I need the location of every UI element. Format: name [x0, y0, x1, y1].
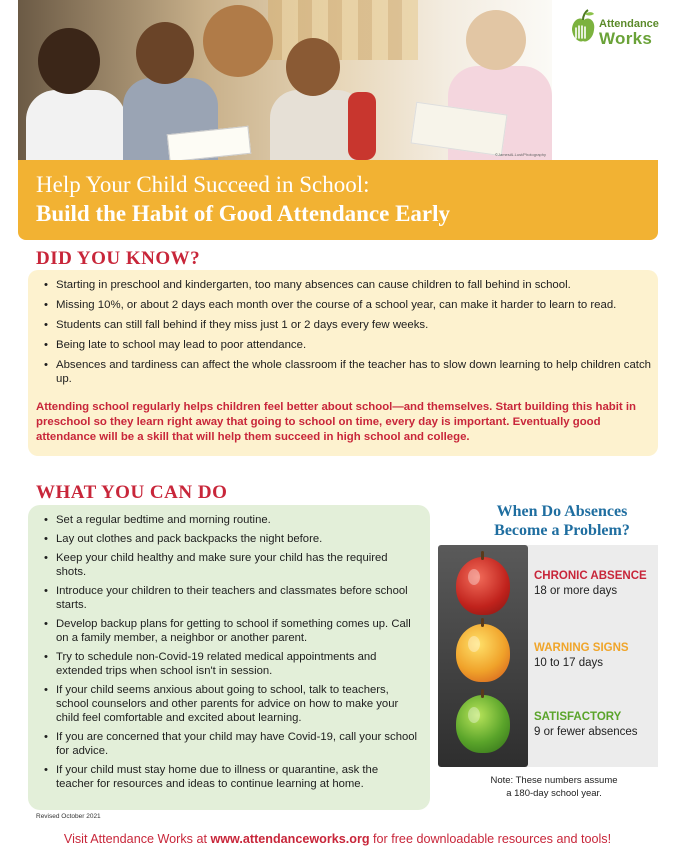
website-link[interactable]: www.attendanceworks.org — [210, 832, 370, 846]
satisfactory-desc: 9 or fewer absences — [534, 726, 638, 738]
list-item: • Keep your child healthy and make sure your child has the required shots. — [42, 551, 418, 579]
footer-prefix: Visit Attendance Works at — [63, 832, 211, 846]
photo-credit: ©JamesAl-Lust/Photography — [495, 152, 546, 157]
footer-suffix: for free downloadable resources and tools! — [369, 832, 612, 846]
list-item: • Starting in preschool and kindergarten, too many absences can cause children to fall behind in school. — [42, 278, 652, 292]
title-line1: Help Your Child Succeed in School: — [36, 172, 370, 197]
logo-line2: Works — [599, 29, 653, 48]
chronic-absence-label: CHRONIC ABSENCE — [534, 570, 647, 582]
red-apple-icon — [456, 557, 510, 615]
header-photo — [18, 0, 552, 160]
absences-title-line2: Become a Problem? — [494, 522, 630, 539]
child-body — [26, 90, 126, 160]
warning-signs-desc: 10 to 17 days — [534, 657, 604, 669]
apple-hand-icon — [566, 8, 600, 46]
list-item: • Students can still fall behind if they miss just 1 or 2 days every few weeks. — [42, 318, 652, 332]
logo-line1: Attendance — [599, 18, 659, 30]
list-item: • Set a regular bedtime and morning routine. — [42, 513, 418, 527]
note-line2: a 180-day school year. — [506, 788, 602, 799]
list-item: • If your child seems anxious about going to school, talk to teachers, school counselors and other parents for advice on how to make your child feel comfortable and excited about learning. — [42, 683, 418, 725]
warning-signs-label: WARNING SIGNS — [534, 642, 629, 654]
absences-title — [462, 502, 662, 540]
title-line2: Build the Habit of Good Attendance Early — [36, 201, 451, 226]
what-you-can-do-list — [42, 513, 418, 796]
child-head — [466, 10, 526, 70]
child-head — [136, 22, 194, 84]
attendance-works-logo — [566, 8, 670, 48]
note-line1: Note: These numbers assume — [490, 775, 618, 786]
list-item: • If you are concerned that your child may have Covid-19, call your school for advice. — [42, 730, 418, 758]
did-you-know-note: Attending school regularly helps children feel better about school—and themselves. Start building this habit in preschool so they learn right away that going to school on time, every day is important. Eventually good attendance will be a skill that will help them succeed in high school and college. — [36, 401, 636, 443]
list-item: • Lay out clothes and pack backpacks the night before. — [42, 532, 418, 546]
title-banner — [18, 160, 658, 240]
satisfactory-label: SATISFACTORY — [534, 711, 622, 723]
chronic-absence-desc: 18 or more days — [534, 585, 618, 597]
child-head — [38, 28, 100, 94]
did-you-know-list — [42, 278, 652, 392]
green-apple-icon — [456, 695, 510, 753]
absences-title-line1: When Do Absences — [496, 503, 628, 520]
list-item: • Being late to school may lead to poor attendance. — [42, 338, 652, 352]
did-you-know-box — [28, 270, 658, 456]
list-item: • Absences and tardiness can affect the whole classroom if the teacher has to slow down learning to help children catch up. — [42, 358, 652, 386]
what-you-can-do-heading: WHAT YOU CAN DO — [36, 482, 228, 503]
list-item: • Develop backup plans for getting to school if something comes up. Call on a family member, a neighbor or another parent. — [42, 617, 418, 645]
did-you-know-heading: DID YOU KNOW? — [36, 248, 201, 269]
teacher-head — [203, 5, 273, 77]
list-item: • Try to schedule non-Covid-19 related medical appointments and extended trips when school isn't in session. — [42, 650, 418, 678]
yellow-apple-icon — [456, 624, 510, 682]
revised-date: Revised October 2021 — [36, 813, 101, 820]
child-sleeve — [348, 92, 376, 160]
list-item: • Missing 10%, or about 2 days each month over the course of a school year, can make it harder to learn to read. — [42, 298, 652, 312]
list-item: • If your child must stay home due to illness or quarantine, ask the teacher for resources and ideas to continue learning at home. — [42, 763, 418, 791]
list-item: • Introduce your children to their teachers and classmates before school starts. — [42, 584, 418, 612]
school-year-note — [470, 774, 638, 800]
footer — [0, 832, 675, 846]
what-you-can-do-box — [28, 505, 430, 810]
child-head — [286, 38, 340, 96]
